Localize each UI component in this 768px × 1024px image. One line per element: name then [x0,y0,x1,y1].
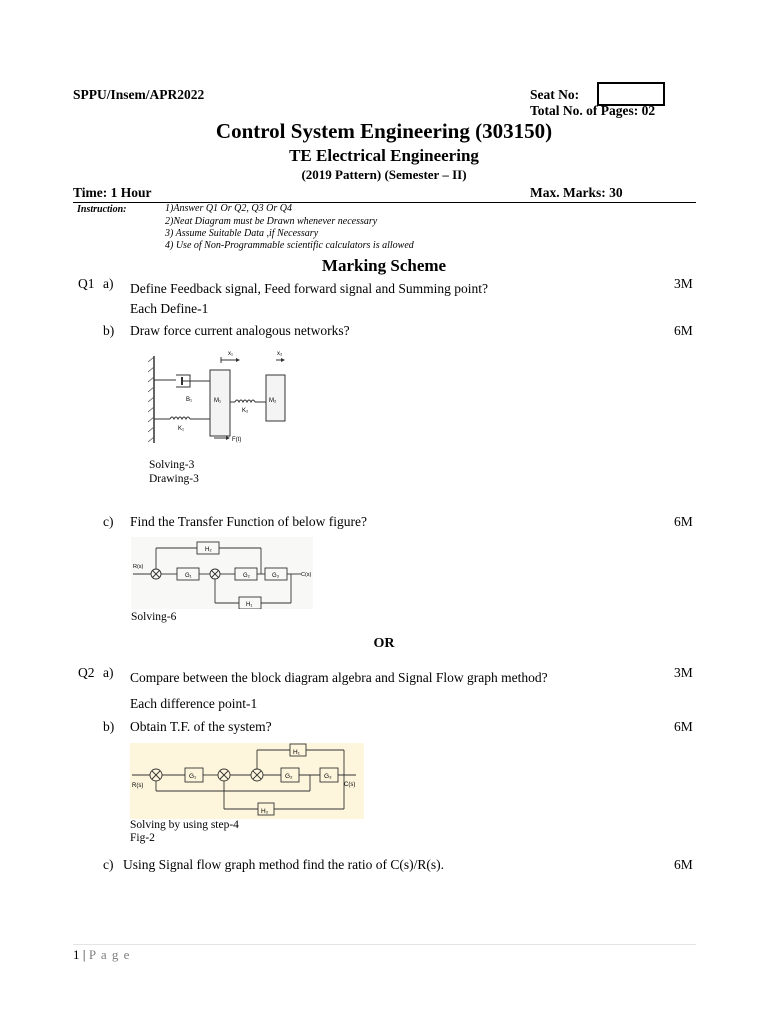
q1b-text: Draw force current analogous networks? [130,323,350,338]
q2a-note: Each difference point-1 [130,696,258,711]
instruction-label: Instruction: [77,204,127,215]
mechanical-system-figure [148,346,286,446]
q2c-text: Using Signal flow graph method find the ratio of C(s)/R(s). [123,857,444,872]
h1-block-label: H₁ [246,602,253,608]
or-separator: OR [373,636,395,651]
q1c-note: Solving-6 [131,611,177,623]
q2a-marks: 3M [674,665,693,680]
instruction-item: 3) Assume Suitable Data ,if Necessary [165,228,319,239]
q2b-label: b) [103,719,115,734]
page-subtitle: TE Electrical Engineering [289,146,479,165]
g1-block-label: G₁ [189,773,197,780]
q1a-label: a) [103,276,114,291]
page-separator: | [82,947,86,962]
footer-rule [73,944,696,945]
q1c-label: c) [103,514,114,529]
q1b-note-drawing: Drawing-3 [149,473,199,485]
instruction-item: 2)Neat Diagram must be Drawn whenever necessary [165,216,378,227]
x1-label: x₁ [228,351,234,357]
g3-block-label: G₃ [324,773,332,780]
q2c-label: c) [103,857,114,872]
k1-label: K₁ [178,426,185,432]
r-label: R(s) [133,564,144,570]
q1c-text: Find the Transfer Function of below figure? [130,514,367,529]
page-footer [73,947,130,963]
q1b-label: b) [103,323,115,338]
total-pages: Total No. of Pages: 02 [530,103,656,118]
block-diagram-1 [131,537,313,609]
q1a-note: Each Define-1 [130,301,209,316]
q1a-marks: 3M [674,276,693,291]
m1-label: M₁ [214,398,222,404]
q2c-marks: 6M [674,857,693,872]
page-number: 1 [73,947,80,962]
q2-number: Q2 [78,665,95,680]
q2a-label: a) [103,665,114,680]
max-marks-label: Max. Marks: 30 [530,185,623,200]
scheme-title: Marking Scheme [321,256,447,275]
g2-block-label: G₂ [285,773,293,780]
q1b-marks: 6M [674,323,693,338]
k2-label: K₂ [242,408,249,414]
instruction-item: 4) Use of Non-Programmable scientific calculators is allowed [165,240,414,251]
q1a-text: Define Feedback signal, Feed forward signal and Summing point? [130,281,489,296]
block-diagram-2 [130,743,364,819]
h1-block-label: H₁ [293,749,300,756]
q2b-note-fig: Fig-2 [130,832,155,844]
q2b-note-solving: Solving by using step-4 [130,819,239,831]
time-label: Time: 1 Hour [73,185,152,200]
q1b-note-solving: Solving-3 [149,459,195,471]
q1c-marks: 6M [674,514,693,529]
exam-code: SPPU/Insem/APR2022 [73,87,205,102]
page-word: P a g e [88,947,131,962]
seat-label: Seat No: [530,87,580,102]
q2b-text: Obtain T.F. of the system? [130,719,272,734]
r-label: R(s) [132,783,144,789]
instruction-item: 1)Answer Q1 Or Q2, Q3 Or Q4 [165,203,292,214]
page-title: Control System Engineering (303150) [215,119,553,143]
q1-number: Q1 [78,276,95,291]
c-label: C(s) [344,782,356,788]
b1-label: B₁ [186,397,193,403]
q2b-marks: 6M [674,719,693,734]
c-label: C(s) [301,572,312,578]
g3-block-label: G₃ [272,573,280,579]
x2-label: x₂ [277,351,283,357]
h2-block-label: H₂ [205,547,212,553]
g2-block-label: G₂ [243,573,250,579]
h2-block-label: H₂ [261,808,269,815]
q2a-text: Compare between the block diagram algebra and Signal Flow graph method? [130,670,548,685]
pattern-label: (2019 Pattern) (Semester – II) [301,167,467,182]
g1-block-label: G₁ [185,573,192,579]
force-label: F(t) [232,437,242,443]
m2-label: M₂ [269,398,277,404]
